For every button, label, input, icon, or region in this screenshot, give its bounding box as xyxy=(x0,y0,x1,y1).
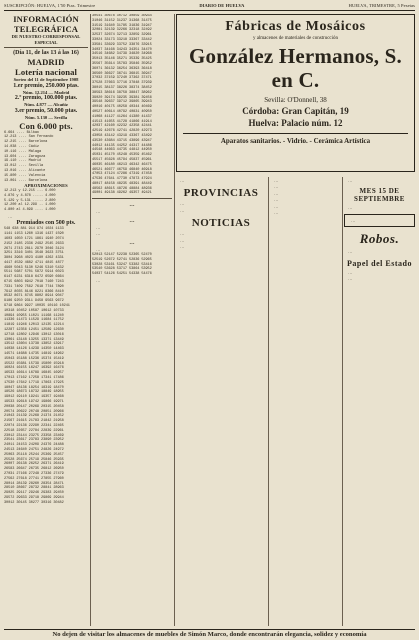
section-robos: Robos. xyxy=(359,231,400,247)
news-heading: … xyxy=(129,202,135,209)
prize-4: Con 6.000 pts. xyxy=(19,120,73,131)
prize-2: 2.º premio, 100.000 ptas. xyxy=(14,95,78,102)
telegraph-title: INFORMACIÓN TELEGRÁFICA xyxy=(13,14,79,34)
prize-1-detail: Núm. 12.214 — Madrid xyxy=(22,89,70,95)
section-mes: MES 15 DE SEPTIEMBRE xyxy=(354,187,405,204)
lottery-title: Lotería nacional xyxy=(15,67,77,78)
telegraph-city: MADRID xyxy=(27,57,65,68)
prize-3: 3.er premio, 50.000 ptas. xyxy=(14,107,78,114)
ad-subtitle: y almacenes de materiales de construcción xyxy=(252,36,339,41)
divider xyxy=(4,47,88,48)
column-rule xyxy=(342,177,343,626)
column-numbers-news xyxy=(92,14,172,626)
aprox-list: 12.213 y 12.215 ... 6.000 4.876 y 4.878 ..... 4.000 5.129 y 5.131 ..... 2.800 12.200 al 12.299 .. 1.000 4.800 al 4.899 .... 1.000 xyxy=(4,188,56,213)
section-papel: Papel del Estado xyxy=(347,258,412,268)
divider xyxy=(92,198,172,199)
prize-1: 1.er premio, 250.000 ptas. xyxy=(13,82,79,89)
column-provincias xyxy=(176,177,266,626)
premiados-numbers: 548 638 881 914 974 1024 1133 1141 1153 1260 1316 1437 1590 1603 1650 1721 1861 1940 2074 2152 2185 2336 2492 2545 2633 2671 2743 2811 2970 3046 3124 3251 3316 3401 3548 3623 3751 3804 3968 4023 4180 4262 4331 4417 4539 4682 4711 4815 4877 4960 5043 5130 5246 5310 5432 5511 5687 5701 5872 5914 6023 6147 6231 6318 6472 6590 6664 6715 6803 6942 7018 7160 7243 7331 7409 7562 7618 7744 7890 7912 8035 8146 8221 8366 8410 8532 8671 8745 8802 8914 9047 9186 9250 9311 9458 9563 9672 9718 9864 9927 10035 10116 10241 10318 10452 10587 10612 10733 10894 10955 11021 11168 11240 11336 11473 11529 11684 11752 11819 11946 12013 12135 12214 12287 12356 12451 12589 12630 12718 12802 12946 13012 13016 13061 13148 13255 13371 13449 13512 13604 13738 13852 13917 14038 14126 14239 14350 14463 14571 14688 14735 14819 14962 15043 15188 15236 15374 15419 15522 15681 15739 15800 15918 16024 16155 16247 16392 16476 16533 16614 16789 16845 16957 17013 17162 17258 17341 17486 17530 17642 17719 17863 17925 18047 18136 18254 18319 18470 18526 18673 18732 18849 18955 19012 19110 19241 19357 19468 19533 19618 19742 19866 19971 20038 20147 20269 20315 20458 20574 20622 20748 20851 20966 21043 21139 21268 21374 21452 21567 21615 21783 21842 21958 22074 22136 22290 22341 22465 22518 22657 22784 22839 22961 23012 23144 23275 23358 23469 23541 23617 23783 23890 23952 24011 24153 24209 24376 24488 24513 24640 24751 24826 24972 25063 25118 25244 25369 25457 25528 25674 25719 25846 25935 26007 26138 26252 26371 26419 26583 26647 26735 26812 26950 27031 27166 27248 27336 27479 27562 27618 27741 27855 27960 28014 28139 28260 28354 28471 28510 28667 28732 28841 28963 29025 29117 29246 29383 29450 29572 29633 29718 29869 29944 30012 30145 30277 30316 30482 xyxy=(4,227,70,505)
aprox-title: APROXIMACIONES xyxy=(24,183,68,189)
section-noticias: NOTICIAS xyxy=(191,217,251,230)
ad-sevilla: Sevilla: O'Donnell, 38 xyxy=(264,96,327,104)
column-ads xyxy=(344,177,415,626)
news-paragraph: … xyxy=(180,207,185,213)
lottery-date: Sorteo del 11 de Septiembre 1908 xyxy=(13,77,79,83)
news-paragraph: … xyxy=(180,178,185,183)
news-paragraph: … xyxy=(348,178,353,183)
column-rule xyxy=(174,14,175,626)
numbers-block: 52013 52147 52238 52365 52470 52519 52672 52741 52836 52965 53028 53161 53247 53382 53416 53540 53628 53717 53864 53952 54037 54126 54251 54338 54476 xyxy=(92,252,152,277)
masthead-left: SUSCRIPCIÓN: HUELVA, 1'50 Ptas. Trimestre xyxy=(4,3,96,8)
bottom-banner: No dejen de visitar los almacenes de muebles de Simón Marco, donde encontrarán elegancia, solidez y economía xyxy=(4,629,415,638)
news-paragraph: … xyxy=(96,209,101,215)
ad-box xyxy=(344,214,415,227)
news-paragraph: … xyxy=(180,231,185,237)
news-paragraph: … xyxy=(274,184,279,190)
ad-footer: Aparatos sanitarios. - Vidrio. - Cerámica Artística xyxy=(183,133,408,145)
telegraph-dateline: (Día 11, de las 13 á las 16) xyxy=(13,50,79,57)
lottery-list: 6.664 .... Bilbao 12.213 .... San Fernando 12.215 .... Barcelona 14.038 .... Cádiz 10.116 .... Málaga 13.604 .... Zaragoza 19.110 .... Madrid 13.012 .... Sevilla 13.016 .... Alicante 15.800 .... Valencia 13.061 .... Barcelona xyxy=(4,130,54,183)
news-paragraph: … xyxy=(96,246,101,252)
news-paragraph: … xyxy=(348,269,353,275)
news-paragraph: … xyxy=(96,277,101,283)
column-rule xyxy=(90,14,91,626)
columns xyxy=(4,11,415,631)
premiados-continued: 30541 30678 30712 30859 30934 31046 31152 31237 31368 31475 31519 31640 31785 31836 31947 32081 32139 32266 32318 32492 32537 32674 32713 32859 32961 33024 33173 33218 33367 33442 33581 33629 33752 33876 33915 34037 34168 34243 34351 34470 34516 34682 34739 34820 34968 35013 35146 35271 35339 35425 35567 35614 35783 35846 35952 36071 36132 36254 36393 36418 36560 36627 36741 36815 36947 37032 37159 37240 37362 37471 37528 37663 37716 37848 37939 38015 38137 38226 38374 38452 38593 38616 38758 38847 38962 39020 39174 39235 39381 39456 39548 39637 39712 39865 39943 40016 40175 40258 40344 40469 40527 40614 40792 40831 40950 41068 41127 41264 41380 41437 41513 41655 41728 41866 41914 42037 42160 42232 42358 42441 42519 42676 42741 42820 42973 43058 43142 43219 43367 43492 43530 43684 43715 43896 43947 44012 44135 44252 44317 44486 44548 44663 44735 44812 44950 45031 45170 45248 45359 45462 45517 45628 45794 45837 45961 46035 46180 46213 46342 46475 46521 46677 46759 46840 46918 47053 47124 47286 47319 47458 47536 47641 47730 47873 47924 48017 48158 48235 48391 48449 48562 48615 48726 48884 48936 49001 49138 49262 49357 49421 xyxy=(92,14,152,196)
section-provincias: PROVINCIAS xyxy=(183,187,259,200)
prize-2-detail: Núm. 4.877 — Alcañiz xyxy=(24,102,68,108)
advertisement-gonzalez-hermanos xyxy=(176,14,415,172)
telegraph-subtitle: DE NUESTRO CORRESPONSAL ESPECIAL xyxy=(11,34,81,45)
ad-text: … xyxy=(351,217,356,223)
column-news xyxy=(270,177,340,626)
news-heading: … xyxy=(129,217,135,224)
masthead-title: DIARIO DE HUELVA xyxy=(199,3,245,8)
news-paragraph: … xyxy=(180,244,185,250)
premiados-title: Premiados con 500 pts. xyxy=(16,220,76,227)
news-heading: … xyxy=(129,239,135,246)
news-paragraph: … xyxy=(348,276,353,282)
news-paragraph: … xyxy=(96,231,101,237)
column-telegraph xyxy=(4,14,88,626)
news-paragraph: … xyxy=(274,197,279,203)
news-paragraph: … xyxy=(96,224,101,230)
masthead-right: HUELVA, TRIMESTRE, 5 Pesetas xyxy=(348,3,415,8)
masthead xyxy=(4,3,415,11)
news-paragraph: … xyxy=(274,210,279,216)
column-rule xyxy=(268,177,269,626)
prize-3-detail: Núm. 5.130 — Sevilla xyxy=(24,114,68,120)
news-paragraph: … xyxy=(274,190,279,196)
news-paragraph: … xyxy=(348,205,353,211)
news-paragraph: … xyxy=(274,203,279,209)
ad-company: González Hermanos, S. en C. xyxy=(188,44,402,92)
ad-cordoba: Córdoba: Gran Capitán, 19 xyxy=(242,106,349,116)
lottery-note: … xyxy=(8,213,13,219)
ad-huelva: Huelva: Palacio núm. 12 xyxy=(248,118,343,128)
news-paragraph: … xyxy=(348,249,353,255)
ad-title: Fábricas de Mosáicos xyxy=(225,19,366,34)
news-paragraph: … xyxy=(180,201,185,207)
news-paragraph: … xyxy=(274,178,279,183)
news-paragraph: … xyxy=(180,237,185,243)
